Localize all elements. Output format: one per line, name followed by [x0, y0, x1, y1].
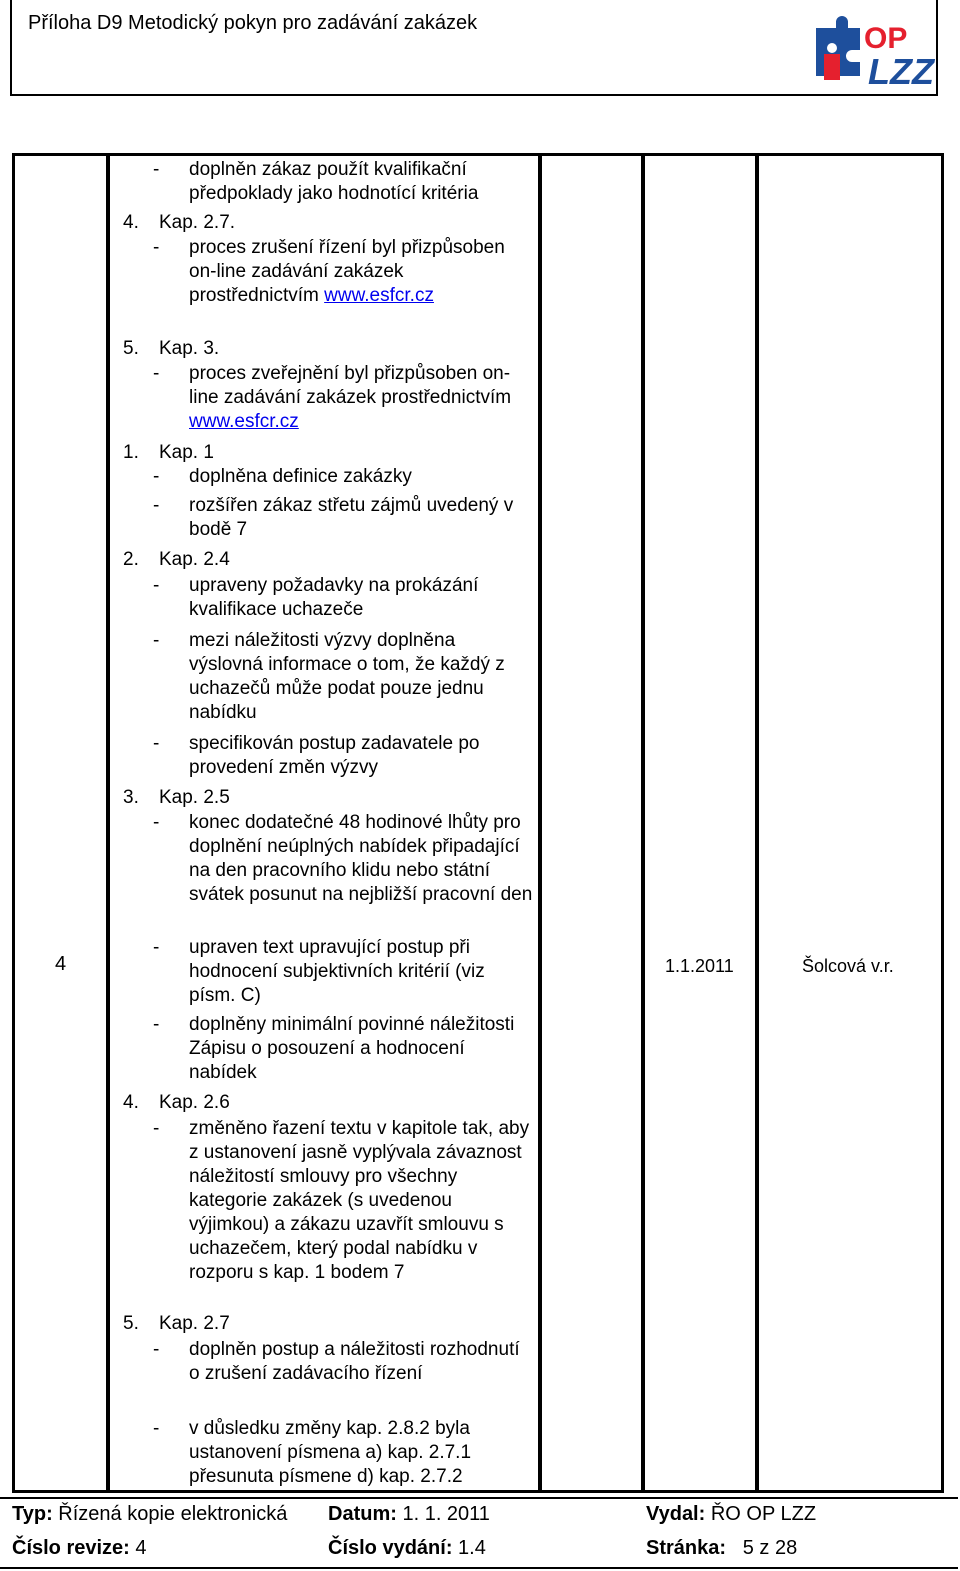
chapter-heading: 3. Kap. 2.5 [123, 787, 230, 808]
chapter-heading: 5. Kap. 2.7 [123, 1313, 230, 1334]
footer-date: Datum: 1. 1. 2011 [328, 1503, 490, 1525]
column-divider [755, 156, 759, 1490]
footer-divider [0, 1497, 958, 1499]
chapter-heading: 4. Kap. 2.7. [123, 212, 236, 233]
svg-text:OP: OP [864, 22, 908, 55]
revision-date: 1.1.2011 [665, 956, 734, 976]
page-footer [0, 1497, 958, 1569]
chapter-heading: 1. Kap. 1 [123, 442, 214, 463]
svg-text:LZZ: LZZ [868, 51, 934, 92]
column-divider [641, 156, 645, 1490]
column-divider [106, 156, 110, 1490]
footer-page: Stránka: 5 z 28 [646, 1537, 798, 1559]
page-header [10, 0, 938, 96]
chapter-heading: 4. Kap. 2.6 [123, 1092, 230, 1113]
op-lzz-logo [812, 18, 934, 92]
esfcr-link[interactable]: www.esfcr.cz [324, 285, 434, 306]
footer-revision: Číslo revize: 4 [12, 1537, 147, 1559]
chapter-heading: 2. Kap. 2.4 [123, 549, 230, 570]
column-divider [538, 156, 542, 1490]
footer-edition: Číslo vydání: 1.4 [328, 1537, 486, 1559]
header-title: Příloha D9 Metodický pokyn pro zadávání zakázek [28, 12, 478, 34]
esfcr-link[interactable]: www.esfcr.cz [189, 411, 299, 432]
chapter-heading: 5. Kap. 3. [123, 338, 220, 359]
revision-number: 4 [55, 953, 67, 975]
revision-table: 4 1.1.2011 Šolcová v.r. - doplněn zákaz použít kvalifikační předpoklady jako hodnotící kritéria 4. Kap. 2.7. - proces zrušení řízení byl přizpůsoben on-line zadávání zakázek prostřednictvím www.esfcr.cz 5. Kap. 3. - proces zveřejnění byl přizpůsoben on-line zadávání zakázek prostřednictvím www.esfcr.cz 1. Kap. 1 - doplněna definice zakázky - rozšířen zákaz střetu zájmů uvedený v bodě 7 2. Kap. 2.4 - upraveny požadavky na prokázání kvalifikace uchazeče - mezi náležitosti výzvy doplněna výslovná informace o tom, že každý z uchazečů může podat pouze jednu nabídku - specifikován postup zadavatele po provedení změn výzvy 3. Kap. 2.5 - konec dodatečné 48 hodinové lhůty pro doplnění neúplných nabídek připadající na den pracovního klidu nebo státní svátek posunut na nejbližší pracovní den - upraven text upravující postup při hodnocení subjektivních kritérií (viz písm. C) - doplněny minimální povinné náležitosti Zápisu o posouzení a hodnocení nabídek 4. Kap. 2.6 - změněno řazení textu v kapitole tak, aby z ustanovení jasně vyplývala závaznost náležitostí smlouvy pro všechny kategorie zakázek (s uvedenou výjimkou) a zákazu uzavřít smlouvu s uchazečem, který podal nabídku v rozporu s kap. 1 bodem 7 5. Kap. 2.7 - doplněn postup a náležitosti rozhodnutí o zrušení zadávacího řízení - v důsledku změny kap. 2.8.2 byla ustanovení písmena a) kap. 2.7.1 přesunuta písmene d) kap. 2.7.2 [12, 153, 944, 1493]
footer-issuer: Vydal: ŘO OP LZZ [646, 1503, 817, 1525]
footer-divider [0, 1567, 958, 1569]
revision-author: Šolcová v.r. [802, 956, 894, 976]
footer-type: Typ: Řízená kopie elektronická [12, 1503, 288, 1525]
